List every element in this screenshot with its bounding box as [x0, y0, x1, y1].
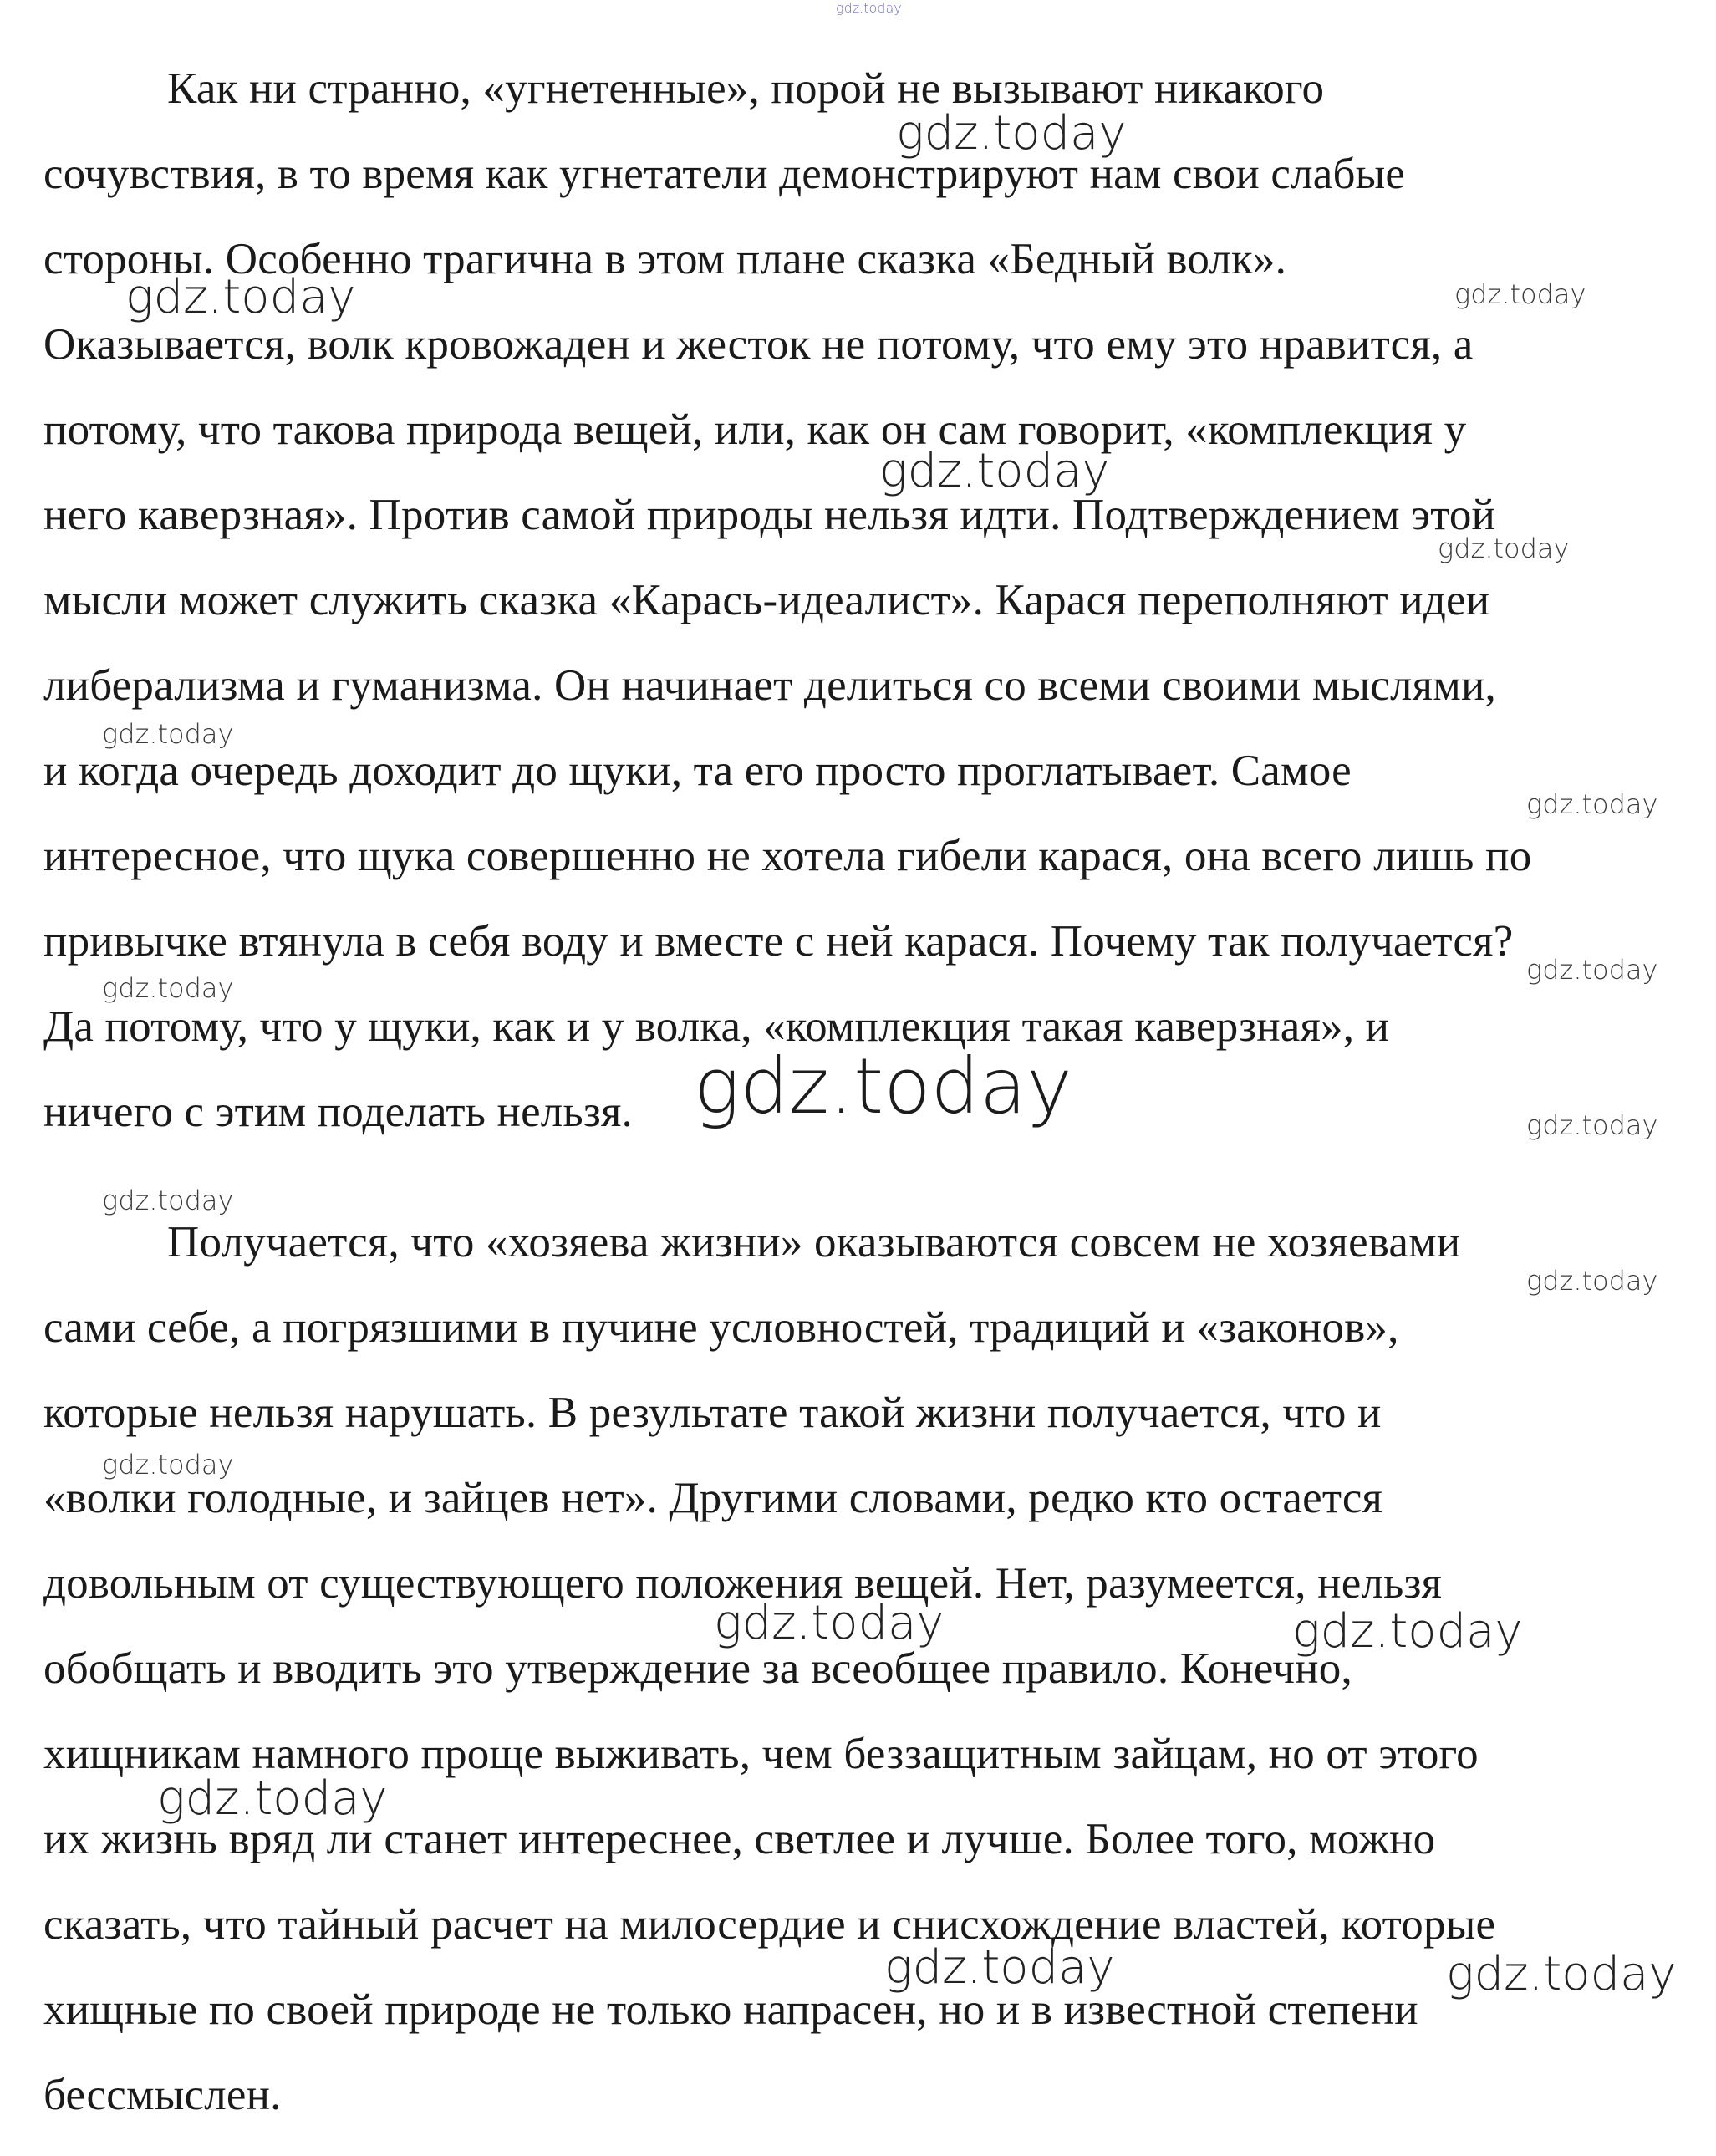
paragraph-2-line-5: довольным от существующего положения вещей. Нет, разумеется, нельзя [43, 1559, 1443, 1608]
paragraph-1-line-9: и когда очередь доходит до щуки, та его просто проглатывает. Самое [43, 747, 1352, 795]
paragraph-2-line-7: хищникам намного проще выживать, чем беззащитным зайцам, но от этого [43, 1730, 1479, 1778]
paragraph-1-line-8: либерализма и гуманизма. Он начинает делиться со всеми своими мыслями, [43, 661, 1496, 710]
watermark: gdz.today [1526, 1265, 1658, 1297]
paragraph-1-line-2: сочувствия, в то время как угнетатели демонстрируют нам свои слабые [43, 150, 1406, 198]
watermark: gdz.today [1438, 533, 1570, 564]
watermark-top: gdz.today [836, 0, 902, 16]
paragraph-2-line-1: Получается, что «хозяева жизни» оказываются совсем не хозяевами [167, 1218, 1461, 1267]
paragraph-2-line-9: сказать, что тайный расчет на милосердие и снисхождение властей, которые [43, 1900, 1496, 1949]
paragraph-1-line-10: интересное, что щука совершенно не хотела гибели карася, она всего лишь по [43, 832, 1532, 880]
watermark: gdz.today [1446, 1947, 1677, 2001]
paragraph-1-line-4: Оказывается, волк кровожаден и жесток не потому, что ему это нравится, а [43, 320, 1474, 369]
watermark: gdz.today [102, 718, 234, 750]
watermark: gdz.today [879, 444, 1110, 498]
watermark: gdz.today [1454, 278, 1586, 310]
paragraph-2-line-10: хищные по своей природе не только напрасен, но и в известной степени [43, 1985, 1418, 2034]
paragraph-1-line-12: Да потому, что у щуки, как и у волка, «комплекция такая каверзная», и [43, 1002, 1390, 1051]
watermark: gdz.today [694, 1042, 1072, 1131]
watermark: gdz.today [714, 1596, 945, 1650]
paragraph-2-line-2: сами себе, а погрязшими в пучине условностей, традиций и «законов», [43, 1303, 1399, 1352]
watermark: gdz.today [157, 1771, 388, 1826]
paragraph-1-line-1: Как ни странно, «угнетенные», порой не вызывают никакого [167, 64, 1325, 113]
paragraph-1-line-5: потому, что такова природа вещей, или, как он сам говорит, «комплекция у [43, 405, 1467, 454]
paragraph-1-line-13: ничего с этим поделать нельзя. [43, 1088, 633, 1136]
paragraph-1-line-7: мысли может служить сказка «Карась-идеалист». Карася переполняют идеи [43, 576, 1490, 624]
paragraph-2-line-4: «волки голодные, и зайцев нет». Другими словами, редко кто остается [43, 1474, 1383, 1522]
watermark: gdz.today [896, 106, 1127, 161]
watermark: gdz.today [1526, 954, 1658, 986]
watermark: gdz.today [1526, 1109, 1658, 1141]
watermark: gdz.today [1526, 788, 1658, 820]
watermark: gdz.today [884, 1940, 1115, 1995]
watermark: gdz.today [125, 270, 356, 324]
watermark: gdz.today [102, 1449, 234, 1481]
paragraph-1-line-11: привычке втянула в себя воду и вместе с ней карася. Почему так получается? [43, 917, 1514, 966]
watermark: gdz.today [1292, 1604, 1523, 1659]
paragraph-2-line-6: обобщать и вводить это утверждение за всеобщее правило. Конечно, [43, 1644, 1352, 1693]
paragraph-1-line-6: него каверзная». Против самой природы нельзя идти. Подтверждением этой [43, 491, 1496, 539]
paragraph-2-line-3: которые нельзя нарушать. В результате такой жизни получается, что и [43, 1389, 1382, 1437]
paragraph-2-line-11: бессмыслен. [43, 2071, 282, 2119]
watermark: gdz.today [102, 972, 234, 1004]
paragraph-1-line-3: стороны. Особенно трагична в этом плане сказка «Бедный волк». [43, 235, 1287, 283]
watermark: gdz.today [102, 1185, 234, 1216]
paragraph-2-line-8: их жизнь вряд ли станет интереснее, светлее и лучше. Более того, можно [43, 1815, 1436, 1863]
